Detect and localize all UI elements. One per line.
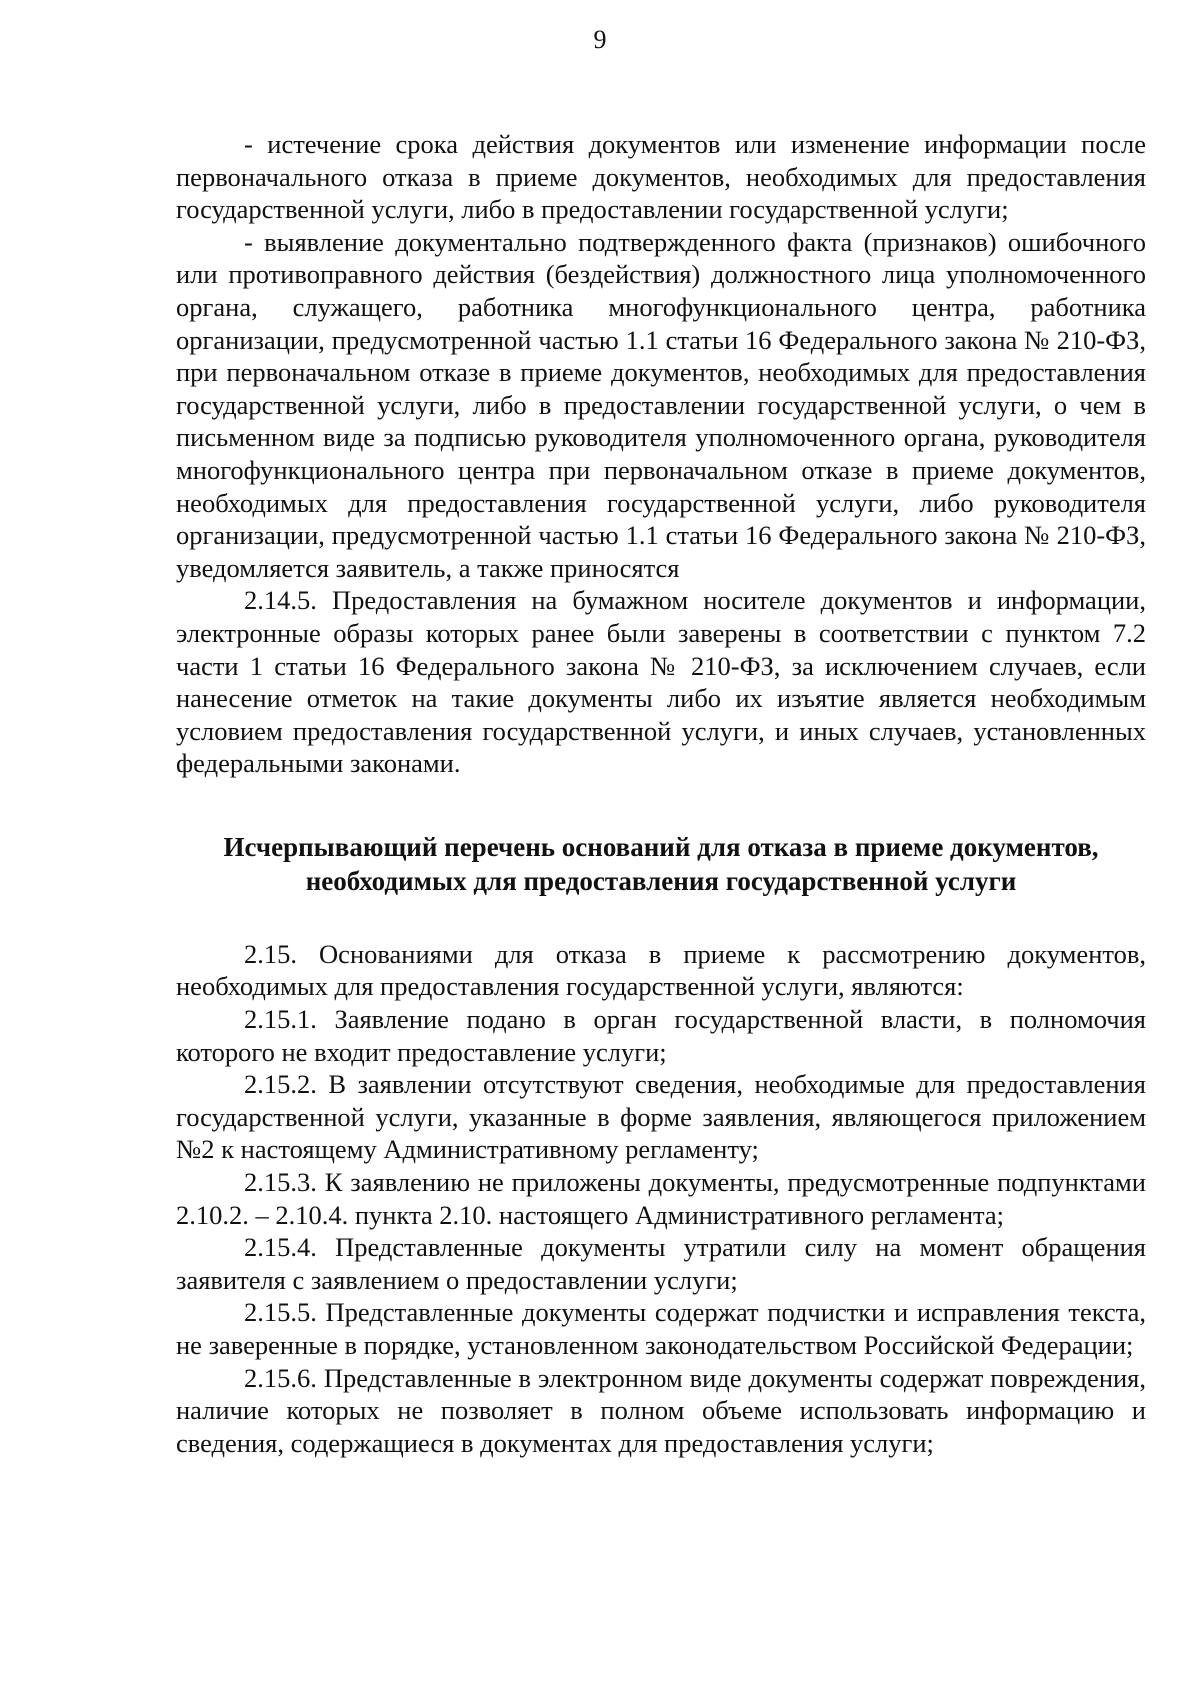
page-number: 9 bbox=[593, 25, 607, 54]
section-heading bbox=[176, 830, 1146, 898]
paragraph-2-15-5: 2.15.5. Представленные документы содержат подчистки и исправления текста, не заверенные в порядке, установленном законодательством Российской Федерации; bbox=[176, 1297, 1146, 1360]
paragraph-2-15-1: 2.15.1. Заявление подано в орган государственной власти, в полномочия которого не входит предоставление услуги; bbox=[176, 1004, 1146, 1067]
paragraph-2-14-5: 2.14.5. Предоставления на бумажном носителе документов и информации, электронные образы которых ранее были заверены в соответствии с пунктом 7.2 части 1 статьи 16 Федерального закона № 210-ФЗ, за исключением случаев, если нанесение отметок на такие документы либо их изъятие является необходимым условием предоставления государственной услуги, и иных случаев, установленных федеральными законами. bbox=[176, 585, 1146, 779]
paragraph-2-15: 2.15. Основаниями для отказа в приеме к рассмотрению документов, необходимых для предоставления государственной услуги, являются: bbox=[176, 938, 1146, 1002]
document-body bbox=[176, 128, 1146, 1459]
paragraph-error-detection: - выявление документально подтвержденного факта (признаков) ошибочного или противоправного действия (бездействия) должностного лица уполномоченного органа, служащего, работника многофункционального центра, работника организации, предусмотренной частью 1.1 статьи 16 Федерального закона № 210-ФЗ, при первоначальном отказе в приеме документов, необходимых для предоставления государственной услуги, либо в предоставлении государственной услуги, о чем в письменном виде за подписью руководителя уполномоченного органа, руководителя многофункционального центра при первоначальном отказе в приеме документов, необходимых для предоставления государственной услуги, либо руководителя организации, предусмотренной частью 1.1 статьи 16 Федерального закона № 210-ФЗ, уведомляется заявитель, а также приносятся bbox=[176, 226, 1146, 583]
section-heading-line-1: Исчерпывающий перечень оснований для отказа в приеме документов, bbox=[223, 831, 1099, 862]
paragraph-2-15-3: 2.15.3. К заявлению не приложены документы, предусмотренные подпунктами 2.10.2. – 2.10.4. пункта 2.10. настоящего Административного регламента; bbox=[176, 1167, 1146, 1230]
paragraph-2-15-4: 2.15.4. Представленные документы утратили силу на момент обращения заявителя с заявлением о предоставлении услуги; bbox=[176, 1232, 1146, 1295]
paragraph-expiry: - истечение срока действия документов или изменение информации после первоначального отказа в приеме документов, необходимых для предоставления государственной услуги, либо в предоставлении государственной услуги; bbox=[176, 129, 1146, 225]
section-heading-line-2: необходимых для предоставления государственной услуги bbox=[305, 865, 1017, 896]
paragraph-2-15-2: 2.15.2. В заявлении отсутствуют сведения, необходимые для предоставления государственной услуги, указанные в форме заявления, являющегося приложением №2 к настоящему Административному регламенту; bbox=[176, 1069, 1146, 1165]
paragraph-2-15-6: 2.15.6. Представленные в электронном виде документы содержат повреждения, наличие которых не позволяет в полном объеме использовать информацию и сведения, содержащиеся в документах для предоставления услуги; bbox=[176, 1362, 1146, 1458]
